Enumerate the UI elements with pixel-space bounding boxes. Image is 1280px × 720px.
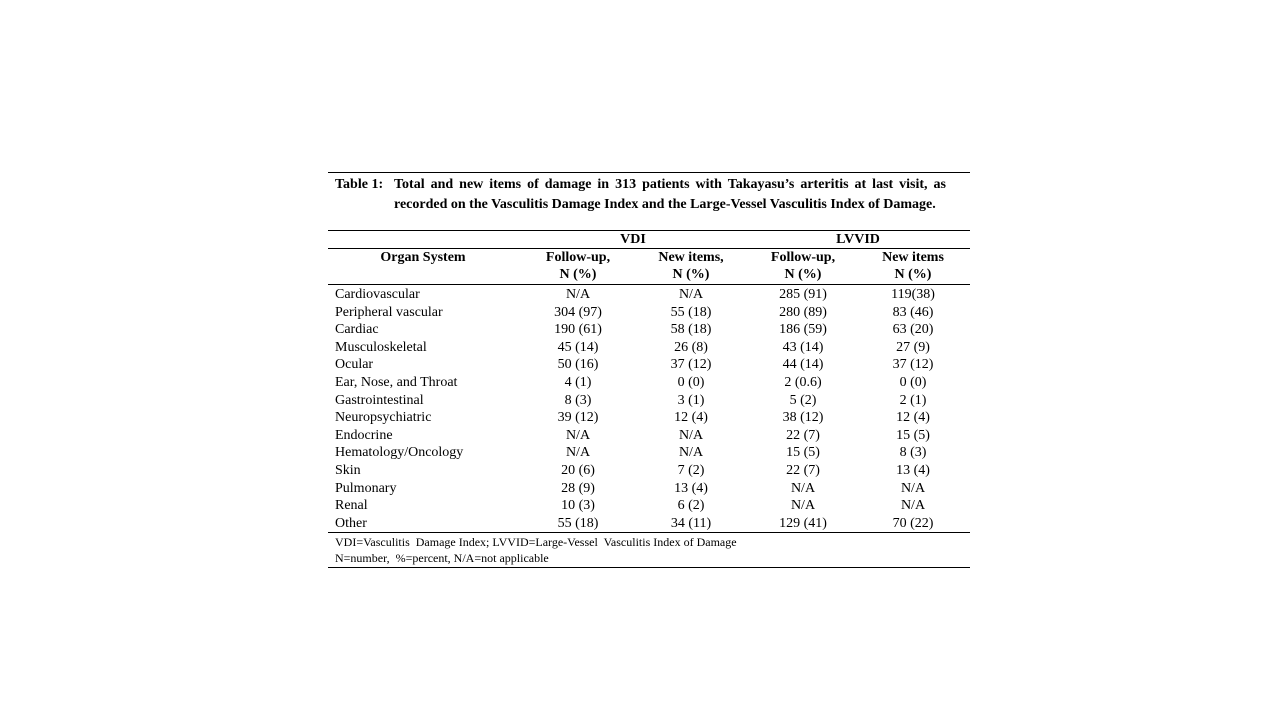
cell-vdi-followup: 8 (3) bbox=[564, 392, 592, 408]
cell-lvvid-followup: 285 (91) bbox=[779, 287, 827, 302]
footnote-definitions: N=number, %=percent, N/A=not applicable bbox=[335, 551, 549, 566]
header-organ-system bbox=[348, 249, 498, 266]
cell-lvvid-new: 83 (46) bbox=[892, 304, 934, 320]
table-row bbox=[328, 392, 970, 410]
header-line: Follow-up, bbox=[770, 250, 836, 265]
cell-lvvid-new: 70 (22) bbox=[892, 515, 934, 531]
cell-organ: Neuropsychiatric bbox=[335, 410, 432, 426]
cell-vdi-new: 7 (2) bbox=[677, 462, 705, 478]
cell-lvvid-followup: 5 (2) bbox=[789, 392, 817, 408]
cell-organ: Other bbox=[335, 515, 367, 531]
group-header-vdi: VDI bbox=[620, 232, 646, 247]
table-row bbox=[328, 356, 970, 374]
cell-vdi-followup: 4 (1) bbox=[564, 374, 592, 390]
cell-vdi-followup: N/A bbox=[565, 427, 591, 443]
cell-lvvid-followup: 15 (5) bbox=[786, 445, 820, 461]
table-caption bbox=[328, 173, 970, 230]
table-row bbox=[328, 515, 970, 533]
header-lvvid-followup bbox=[753, 249, 853, 283]
cell-vdi-new: 34 (11) bbox=[670, 515, 712, 531]
cell-lvvid-followup: N/A bbox=[790, 480, 816, 496]
cell-lvvid-new: 119(38) bbox=[891, 287, 935, 302]
header-line: New items, bbox=[658, 250, 724, 265]
cell-lvvid-followup: N/A bbox=[790, 498, 816, 514]
table-footnotes bbox=[328, 533, 970, 567]
cell-lvvid-followup: 2 (0.6) bbox=[784, 374, 822, 390]
cell-lvvid-followup: 280 (89) bbox=[779, 304, 827, 320]
cell-organ: Cardiovascular bbox=[335, 287, 420, 302]
cell-vdi-followup: 39 (12) bbox=[557, 410, 599, 426]
cell-lvvid-followup: 38 (12) bbox=[782, 410, 824, 426]
table-row bbox=[328, 286, 970, 304]
cell-vdi-new: 58 (18) bbox=[670, 322, 712, 338]
cell-vdi-followup: 55 (18) bbox=[557, 515, 599, 531]
cell-vdi-new: 3 (1) bbox=[677, 392, 705, 408]
bottom-rule bbox=[328, 567, 970, 568]
table-row bbox=[328, 497, 970, 515]
cell-lvvid-followup: 22 (7) bbox=[786, 427, 820, 443]
damage-table bbox=[328, 172, 970, 568]
cell-vdi-new: N/A bbox=[678, 445, 704, 461]
header-vdi-new bbox=[641, 249, 741, 283]
cell-vdi-new: 12 (4) bbox=[674, 410, 708, 426]
column-header-row bbox=[328, 249, 970, 284]
header-lvvid-new bbox=[863, 249, 963, 283]
cell-lvvid-new: 2 (1) bbox=[899, 392, 927, 408]
cell-vdi-new: 55 (18) bbox=[670, 304, 712, 320]
cell-lvvid-followup: 44 (14) bbox=[782, 357, 824, 373]
cell-vdi-new: 37 (12) bbox=[670, 357, 712, 373]
cell-lvvid-new: 0 (0) bbox=[899, 374, 927, 390]
cell-organ: Skin bbox=[335, 462, 361, 478]
header-line: N (%) bbox=[559, 267, 597, 282]
cell-organ: Ear, Nose, and Throat bbox=[335, 374, 458, 390]
table-row bbox=[328, 321, 970, 339]
header-vdi-followup bbox=[528, 249, 628, 283]
cell-vdi-followup: N/A bbox=[565, 287, 591, 302]
cell-vdi-followup: 28 (9) bbox=[561, 480, 595, 496]
cell-vdi-followup: 304 (97) bbox=[554, 304, 602, 320]
table-body bbox=[328, 285, 970, 532]
table-row bbox=[328, 374, 970, 392]
cell-lvvid-followup: 22 (7) bbox=[786, 462, 820, 478]
header-line: N (%) bbox=[672, 267, 710, 282]
cell-lvvid-new: N/A bbox=[900, 480, 926, 496]
cell-lvvid-followup: 186 (59) bbox=[779, 322, 827, 338]
cell-vdi-followup: 20 (6) bbox=[561, 462, 595, 478]
header-line: N (%) bbox=[894, 267, 932, 282]
group-header-lvvid: LVVID bbox=[836, 232, 880, 247]
cell-lvvid-new: N/A bbox=[900, 498, 926, 514]
cell-vdi-followup: 45 (14) bbox=[557, 339, 599, 355]
cell-organ: Endocrine bbox=[335, 427, 393, 443]
cell-organ: Ocular bbox=[335, 357, 374, 373]
cell-vdi-new: 13 (4) bbox=[674, 480, 708, 496]
cell-lvvid-new: 13 (4) bbox=[896, 462, 930, 478]
header-organ-label: Organ System bbox=[380, 250, 466, 265]
cell-lvvid-new: 27 (9) bbox=[896, 339, 930, 355]
cell-vdi-followup: 190 (61) bbox=[554, 322, 602, 338]
cell-organ: Renal bbox=[335, 498, 368, 514]
cell-organ: Musculoskeletal bbox=[335, 339, 427, 355]
header-line: New items bbox=[882, 250, 944, 265]
group-header-row bbox=[328, 231, 970, 248]
table-row bbox=[328, 444, 970, 462]
caption-text: Total and new items of damage in 313 patients with Takayasu’s arteritis at last visit, as recorded on the Vasculitis Damage Index and the Large-Vessel Vasculitis Index of Damage. bbox=[394, 177, 946, 212]
table-row bbox=[328, 427, 970, 445]
cell-lvvid-followup: 43 (14) bbox=[782, 339, 824, 355]
cell-lvvid-new: 37 (12) bbox=[892, 357, 934, 373]
table-row bbox=[328, 480, 970, 498]
cell-lvvid-new: 15 (5) bbox=[896, 427, 930, 443]
cell-vdi-new: N/A bbox=[678, 287, 704, 302]
cell-vdi-new: 6 (2) bbox=[677, 498, 705, 514]
cell-organ: Peripheral vascular bbox=[335, 304, 443, 320]
table-row bbox=[328, 409, 970, 427]
header-line: N (%) bbox=[784, 267, 822, 282]
cell-lvvid-followup: 129 (41) bbox=[779, 515, 827, 531]
table-row bbox=[328, 462, 970, 480]
cell-lvvid-new: 8 (3) bbox=[899, 445, 927, 461]
caption-label: Table 1: bbox=[335, 177, 384, 192]
cell-lvvid-new: 63 (20) bbox=[892, 322, 934, 338]
cell-organ: Pulmonary bbox=[335, 480, 397, 496]
cell-lvvid-new: 12 (4) bbox=[896, 410, 930, 426]
cell-vdi-followup: 10 (3) bbox=[561, 498, 595, 514]
header-line: Follow-up, bbox=[545, 250, 611, 265]
cell-vdi-new: 0 (0) bbox=[677, 374, 705, 390]
cell-organ: Gastrointestinal bbox=[335, 392, 424, 408]
table-row bbox=[328, 304, 970, 322]
cell-vdi-followup: N/A bbox=[565, 445, 591, 461]
footnote-abbreviations: VDI=Vasculitis Damage Index; LVVID=Large-Vessel Vasculitis Index of Damage bbox=[335, 535, 737, 550]
cell-vdi-new: 26 (8) bbox=[674, 339, 708, 355]
table-row bbox=[328, 339, 970, 357]
cell-vdi-new: N/A bbox=[678, 427, 704, 443]
cell-organ: Cardiac bbox=[335, 322, 379, 338]
cell-vdi-followup: 50 (16) bbox=[557, 357, 599, 373]
cell-organ: Hematology/Oncology bbox=[335, 445, 464, 461]
